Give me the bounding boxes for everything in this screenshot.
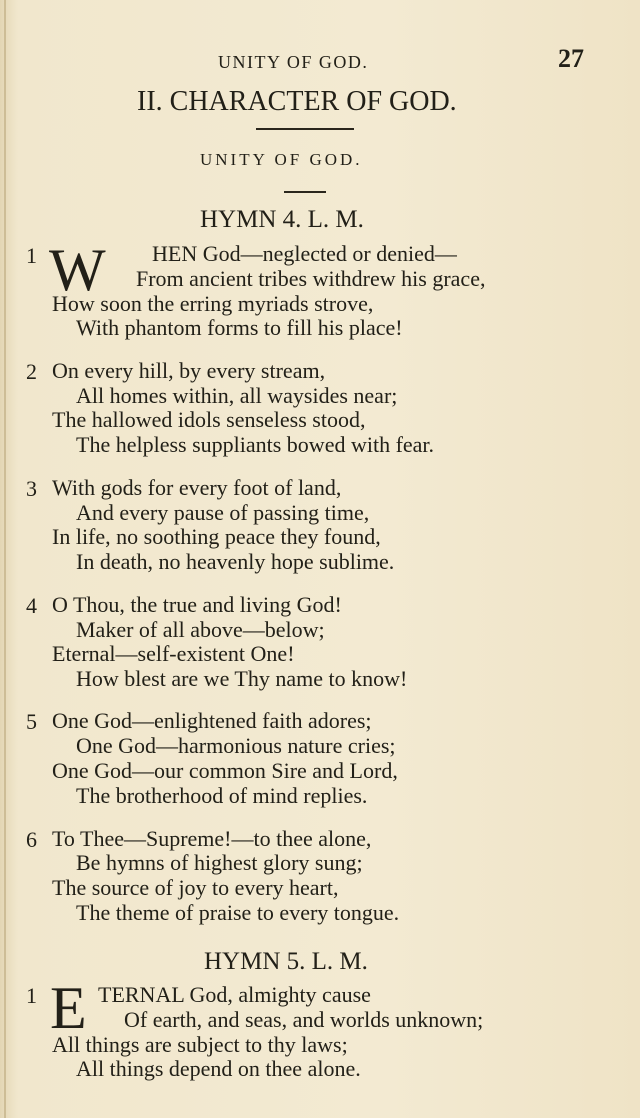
verse-line: The brotherhood of mind replies. — [76, 783, 368, 808]
stanza-number: 5 — [26, 709, 37, 734]
verse-line: In death, no heavenly hope sublime. — [76, 549, 395, 574]
page-number: 27 — [558, 44, 584, 73]
verse-line: One God—enlightened faith adores; — [52, 708, 372, 733]
verse-line: Of earth, and seas, and worlds unknown; — [124, 1007, 484, 1032]
verse-line: The hallowed idols senseless stood, — [52, 407, 366, 432]
verse-line: How blest are we Thy name to know! — [76, 666, 408, 691]
verse-line: HEN God—neglected or denied— — [152, 241, 457, 266]
verse-line: O Thou, the true and living God! — [52, 592, 342, 617]
verse-line: The helpless suppliants bowed with fear. — [76, 432, 435, 457]
verse-line: Eternal—self-existent One! — [52, 641, 295, 666]
page-edge — [4, 0, 6, 1118]
verse-line: Maker of all above—below; — [76, 617, 325, 642]
verse-line: TERNAL God, almighty cause — [98, 982, 371, 1007]
stanza-number: 4 — [26, 593, 37, 618]
verse-line: All things are subject to thy laws; — [52, 1032, 348, 1057]
verse-line: One God—harmonious nature cries; — [76, 733, 396, 758]
verse-line: Be hymns of highest glory sung; — [76, 850, 363, 875]
verse-line: And every pause of passing time, — [76, 500, 370, 525]
verse-line: On every hill, by every stream, — [52, 358, 326, 383]
stanza-number: 2 — [26, 359, 37, 384]
stanza-number: 6 — [26, 827, 37, 852]
verse-line: The theme of praise to every tongue. — [76, 900, 400, 925]
hymn-4-title: HYMN 4. L. M. — [200, 206, 364, 233]
stanza-number: 3 — [26, 476, 37, 501]
verse-line: All things depend on thee alone. — [76, 1056, 361, 1081]
verse-line: One God—our common Sire and Lord, — [52, 758, 398, 783]
verse-line: With phantom forms to fill his place! — [76, 315, 403, 340]
running-head: UNITY OF GOD. — [218, 52, 369, 72]
verse-line: How soon the erring myriads strove, — [52, 291, 374, 316]
verse-line: The source of joy to every heart, — [52, 875, 339, 900]
hymn-5-title: HYMN 5. L. M. — [204, 948, 368, 975]
drop-cap: E — [50, 975, 87, 1041]
verse-line: To Thee—Supreme!—to thee alone, — [52, 826, 372, 851]
section-title: II. CHARACTER OF GOD. — [137, 86, 457, 117]
verse-line: With gods for every foot of land, — [52, 475, 342, 500]
verse-line: All homes within, all waysides near; — [76, 383, 398, 408]
subheading: UNITY OF GOD. — [200, 150, 363, 169]
verse-line: From ancient tribes withdrew his grace, — [136, 266, 486, 291]
stanza-number: 1 — [26, 983, 37, 1008]
section-rule — [256, 128, 354, 130]
verse-line: In life, no soothing peace they found, — [52, 524, 381, 549]
drop-cap: W — [49, 237, 106, 303]
stanza-number: 1 — [26, 243, 37, 268]
subheading-rule — [284, 191, 326, 193]
